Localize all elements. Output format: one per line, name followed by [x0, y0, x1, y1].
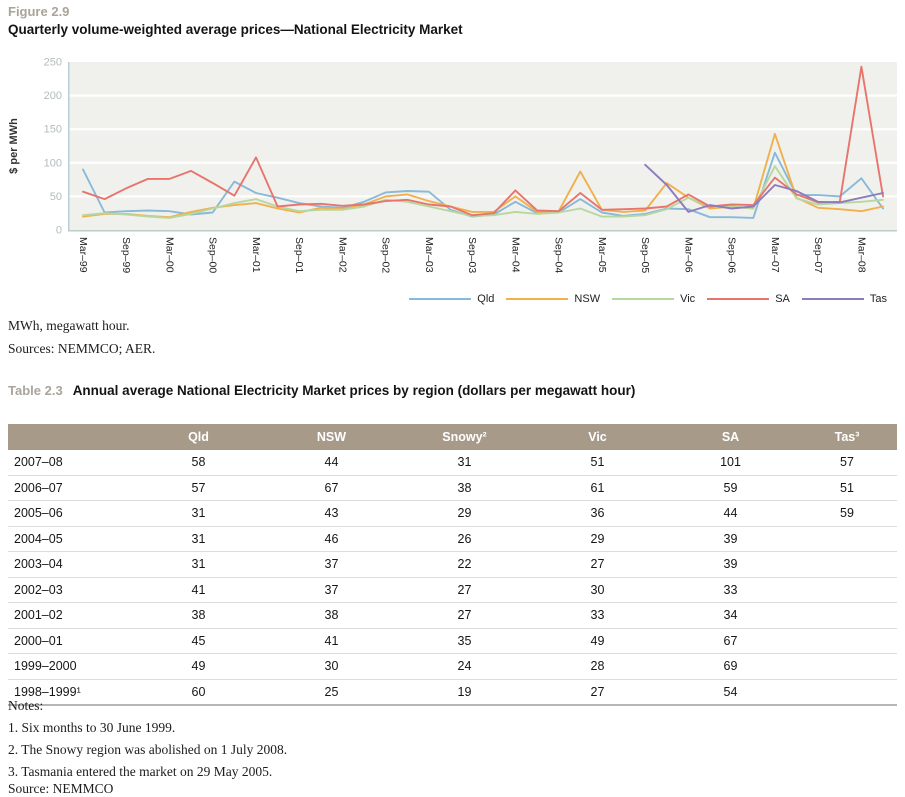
table-cell: 43 [265, 501, 398, 527]
table-cell: 36 [531, 501, 664, 527]
x-tick-label: Mar–08 [855, 237, 868, 273]
footer-source-cut-off: Source: NEMMCO [8, 781, 114, 796]
chart-legend [0, 293, 887, 305]
header-row [8, 424, 897, 450]
row-year: 2004–05 [8, 526, 132, 552]
table-cell: 22 [398, 552, 531, 578]
y-axis-title: $ per MWh [8, 118, 20, 174]
note-item: 1. Six months to 30 June 1999. [8, 720, 176, 735]
table-cell: 29 [398, 501, 531, 527]
table-cell [797, 526, 897, 552]
legend-label: Tas [869, 293, 887, 305]
table-cell [797, 628, 897, 654]
row-year: 1999–2000 [8, 654, 132, 680]
x-tick-label: Mar–03 [422, 237, 435, 273]
notes-heading: Notes: [8, 698, 44, 713]
table-row [8, 577, 897, 603]
table-cell: 61 [531, 475, 664, 501]
table-cell: 37 [265, 577, 398, 603]
legend-item-sa [707, 293, 790, 305]
x-tick-label: Sep–02 [379, 237, 392, 274]
y-tick-label: 200 [43, 90, 62, 103]
table-cell: 67 [664, 628, 797, 654]
table-cell: 46 [265, 526, 398, 552]
table-cell: 26 [398, 526, 531, 552]
mwh-note: MWh, megawatt hour. [8, 318, 130, 333]
x-tick-label: Sep–04 [552, 237, 565, 274]
legend-item-tas [802, 293, 887, 305]
sources-note: Sources: NEMMCO; AER. [8, 341, 156, 356]
table-cell: 38 [132, 603, 265, 629]
x-tick-label: Mar–01 [249, 237, 262, 273]
table-cell [797, 679, 897, 705]
legend-item-nsw [506, 293, 600, 305]
row-year: 2005–06 [8, 501, 132, 527]
column-header: Vic [531, 424, 664, 450]
table-cell: 27 [398, 603, 531, 629]
row-year: 1998–1999¹ [8, 679, 132, 705]
x-tick-label: Mar–99 [77, 237, 89, 273]
legend-label: Qld [477, 293, 495, 305]
table-cell: 30 [265, 654, 398, 680]
table-cell: 34 [664, 603, 797, 629]
table-cell: 27 [531, 552, 664, 578]
table-cell: 37 [265, 552, 398, 578]
y-tick-label: 100 [43, 157, 62, 170]
table-cell: 54 [664, 679, 797, 705]
table-cell: 24 [398, 654, 531, 680]
table-row [8, 450, 897, 475]
table-row [8, 501, 897, 527]
row-year: 2002–03 [8, 577, 132, 603]
table-cell: 38 [265, 603, 398, 629]
annual-prices-table [8, 424, 897, 706]
x-tick-label: Mar–05 [595, 237, 608, 273]
table-cell: 57 [132, 475, 265, 501]
legend-swatch [707, 298, 769, 300]
legend-swatch [612, 298, 674, 300]
table-cell: 49 [132, 654, 265, 680]
x-tick-label: Sep–00 [206, 237, 219, 274]
table-row [8, 475, 897, 501]
legend-label: SA [775, 293, 790, 305]
table-cell: 31 [132, 526, 265, 552]
row-year: 2001–02 [8, 603, 132, 629]
table-header-row [8, 424, 897, 450]
table-cell: 39 [664, 526, 797, 552]
y-tick-label: 150 [43, 123, 62, 136]
plot-area [68, 62, 897, 230]
column-header: Qld [132, 424, 265, 450]
table-cell: 67 [265, 475, 398, 501]
table-cell: 57 [797, 450, 897, 475]
table-cell: 41 [265, 628, 398, 654]
figure-title: Quarterly volume-weighted average prices—National Electricity Market [8, 22, 463, 37]
table-cell: 69 [664, 654, 797, 680]
table-cell: 60 [132, 679, 265, 705]
table-cell: 35 [398, 628, 531, 654]
note-item: 3. Tasmania entered the market on 29 May 2005. [8, 764, 273, 779]
legend-swatch [506, 298, 568, 300]
table-cell: 31 [398, 450, 531, 475]
column-header: SA [664, 424, 797, 450]
table-row [8, 654, 897, 680]
table-label: Table 2.3 [8, 383, 63, 398]
x-tick-label: Mar–07 [768, 237, 781, 273]
row-year: 2000–01 [8, 628, 132, 654]
x-tick-label: Mar–00 [163, 237, 176, 273]
table-cell: 31 [132, 552, 265, 578]
row-year: 2006–07 [8, 475, 132, 501]
column-header: NSW [265, 424, 398, 450]
row-year: 2007–08 [8, 450, 132, 475]
x-tick-label: Sep–05 [639, 237, 652, 274]
note-item: 2. The Snowy region was abolished on 1 July 2008. [8, 742, 288, 757]
table-cell: 51 [797, 475, 897, 501]
notes-block [8, 698, 287, 786]
table-cell: 44 [664, 501, 797, 527]
x-tick-label: Mar–02 [336, 237, 349, 273]
table-title: Annual average National Electricity Market prices by region (dollars per megawatt hour) [72, 383, 636, 398]
table-cell: 59 [664, 475, 797, 501]
column-header: Tas³ [797, 424, 897, 450]
table-cell [797, 577, 897, 603]
price-line-chart [0, 48, 905, 292]
figure-label: Figure 2.9 [8, 4, 70, 19]
corner-cell [8, 424, 132, 450]
x-tick-label: Sep–01 [293, 237, 306, 274]
table-cell: 51 [531, 450, 664, 475]
table-cell: 19 [398, 679, 531, 705]
table-row [8, 628, 897, 654]
column-header: Snowy² [398, 424, 531, 450]
table-body [8, 450, 897, 705]
table-cell [797, 603, 897, 629]
table-cell: 101 [664, 450, 797, 475]
table-cell: 33 [664, 577, 797, 603]
table-cell: 27 [531, 679, 664, 705]
legend-item-vic [612, 293, 695, 305]
table-cell: 29 [531, 526, 664, 552]
table-row [8, 526, 897, 552]
x-tick-label: Sep–06 [725, 237, 738, 274]
table-cell: 38 [398, 475, 531, 501]
table-cell: 39 [664, 552, 797, 578]
table-cell: 59 [797, 501, 897, 527]
table-cell: 45 [132, 628, 265, 654]
table-row [8, 603, 897, 629]
x-tick-label: Sep–03 [466, 237, 479, 274]
table-row [8, 552, 897, 578]
x-tick-label: Sep–07 [812, 237, 825, 274]
table-cell: 27 [398, 577, 531, 603]
legend-item-qld [409, 293, 494, 305]
table-cell: 49 [531, 628, 664, 654]
table-cell: 58 [132, 450, 265, 475]
x-tick-label: Mar–06 [682, 237, 695, 273]
y-tick-label: 0 [55, 224, 62, 237]
x-tick-label: Mar–04 [509, 237, 522, 273]
x-tick-label: Sep–99 [120, 237, 133, 274]
table-cell: 41 [132, 577, 265, 603]
table-cell [797, 552, 897, 578]
y-tick-label: 50 [49, 190, 62, 203]
table-cell: 25 [265, 679, 398, 705]
table-heading [8, 383, 635, 398]
legend-label: NSW [574, 293, 601, 305]
y-tick-label: 250 [43, 56, 62, 69]
table-cell: 28 [531, 654, 664, 680]
row-year: 2003–04 [8, 552, 132, 578]
table-cell [797, 654, 897, 680]
table-cell: 31 [132, 501, 265, 527]
legend-swatch [409, 298, 471, 300]
legend-swatch [802, 298, 864, 300]
table-cell: 33 [531, 603, 664, 629]
table-cell: 30 [531, 577, 664, 603]
table-cell: 44 [265, 450, 398, 475]
legend-label: Vic [680, 293, 696, 305]
